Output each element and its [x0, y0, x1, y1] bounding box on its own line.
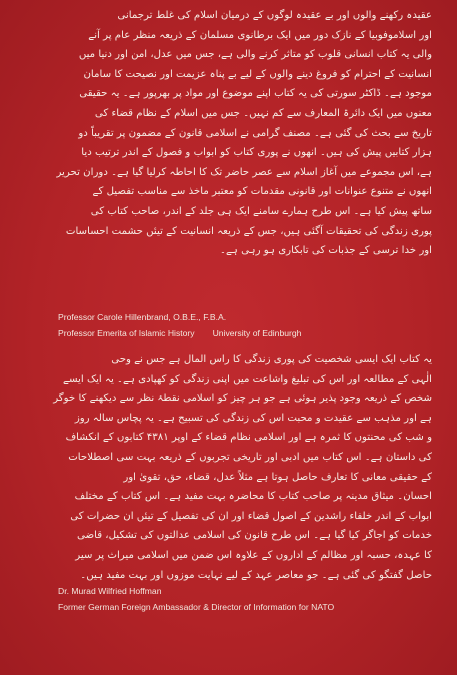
endorsement-line: ہزار کتابیں پیش کی ہیں۔ انھوں نے پوری کتاب کو ابواب و فصول کے اندر ترتیب دیا [81, 147, 432, 159]
author-position: Former German Foreign Ambassador & Director of Information for NATO [58, 602, 335, 612]
endorsement-line: احسان۔ میثاق مدینہ پر صاحب کتاب کا محاضرہ بہت مفید ہے۔ اس کتاب کے مختلف [74, 491, 432, 503]
endorsement-line: و شب کی محنتوں کا ثمرہ ہے اور اسلامی نظام قضاء کے اوپر ۴۳۸۱ کتابوں کے انکشاف [65, 432, 432, 444]
author-name: Professor Carole Hillenbrand, O.B.E., F.B.A. [58, 312, 227, 322]
endorsement-line: حاصل گفتگو کی گئی ہے۔ جو معاصر عہد کے لیے نہایت موزوں اور بہت مفید ہیں۔ [80, 569, 432, 581]
author-name: Dr. Murad Wilfried Hoffman [58, 586, 162, 596]
endorsement-line: اور خدا ترسی کے جذبات کی تابکاری ہو رہی ہے۔ [219, 245, 432, 257]
endorsement-line: شخص کے ذریعہ وجود پذیر ہوئی ہے جو ہر چیز کو اسلامی نقطۂ نظر سے دیکھنے کا خوگر [53, 393, 432, 405]
endorsement-line: معنوں میں ایک دائرۃ المعارف سے کم نہیں۔ جس میں اسلام کے نظام قضاء کی [94, 107, 432, 119]
endorsement-line: اور اسلاموفوبیا کے نازک دور میں ایک برطانوی مسلمان کے ذریعہ منظر عام پر آنے [88, 29, 432, 41]
endorsement-1-text [40, 6, 432, 261]
author-title [58, 325, 448, 341]
endorsement-1-attribution [58, 309, 448, 341]
endorsement-line: ہے، اس مجموعے میں آغاز اسلام سے عصر حاضر تک کا احاطہ کرلیا گیا ہے۔ دوران تحریر [56, 166, 432, 178]
endorsement-2-text [40, 350, 432, 585]
endorsement-2-attribution [58, 583, 448, 615]
author-position: Professor Emerita of Islamic History [58, 328, 195, 338]
endorsement-line: انسانیت کے احترام کو فروغ دینے والوں کے لیے بے پناہ عزیمت اور نصیحت کا سامان [83, 68, 432, 80]
endorsement-line: انھوں نے متنوع عنوانات اور قانونی مقدمات کو معتبر ماخذ سے مناسب تفصیل کے [92, 186, 432, 198]
author-institution: University of Edinburgh [212, 328, 302, 338]
endorsement-line: ہے اور مذہب سے عقیدت و محبت اس کی زندگی کی تسبیح ہے۔ یہ پچاس سالہ روز [74, 412, 432, 424]
endorsement-line: خدمات کو اجاگر کیا گیا ہے۔ اس طرح قانون کی اسلامی عدالتوں کی تشکیل، قاضی [76, 530, 432, 542]
endorsement-line: موجود ہے۔ ڈاکٹر سورتی کی یہ کتاب اپنے موضوع اور مواد پر بھرپور ہے۔ یہ حقیقی [79, 88, 432, 100]
endorsement-line: ساتھ پیش کیا ہے۔ اس طرح ہمارے سامنے ایک ہی جلد کے اندر، صاحب کتاب کی [90, 205, 432, 217]
endorsement-line: تاریخ سے بحث کی گئی ہے۔ مصنف گرامی نے اسلامی قانون کے مضمون پر تقریباً دو [78, 127, 432, 139]
endorsement-line: والی یہ کتاب انسانی قلوب کو متاثر کرنے والی ہے، جس میں عدل، امن اور دنیا میں [78, 49, 432, 61]
endorsement-line: کے حقیقی معانی کا تعارف حاصل ہوتا ہے مثلاً عدل، قضاء، حق، تقویٰ اور [123, 471, 432, 483]
endorsement-line: پوری زندگی کی تحقیقات آگئی ہیں، جس کے ذریعہ انسانیت کے تیئں حشمت احساسات [65, 225, 432, 237]
endorsement-line: کا عہدہ، حسبہ اور مظالم کے اداروں کے علاوہ اس ضمن میں اسلامی میراث پر سیر [75, 549, 432, 561]
endorsement-line: عقیدہ رکھنے والوں اور بے عقیدہ لوگوں کے درمیان اسلام کی غلط ترجمانی [117, 10, 432, 21]
endorsement-line: الٰہی کے مطالعہ اور اس کی تبلیغ واشاعت میں اپنی زندگی کو کھپادی ہے۔ یہ ایک ایسے [63, 373, 432, 385]
endorsement-line: ابواب کے اندر خلفاء راشدین کے اصول قضاء اور ان کی تفصیل کے تیئں ان حضرات کی [70, 510, 432, 522]
endorsement-line: کی داستان ہے۔ اس کتاب میں ادبی اور تاریخی تجربوں کے ذریعہ بہت سی اصطلاحات [68, 451, 432, 463]
endorsement-line: یہ کتاب ایک ایسی شخصیت کی پوری زندگی کا راس المال ہے جس نے وحی [111, 354, 432, 365]
